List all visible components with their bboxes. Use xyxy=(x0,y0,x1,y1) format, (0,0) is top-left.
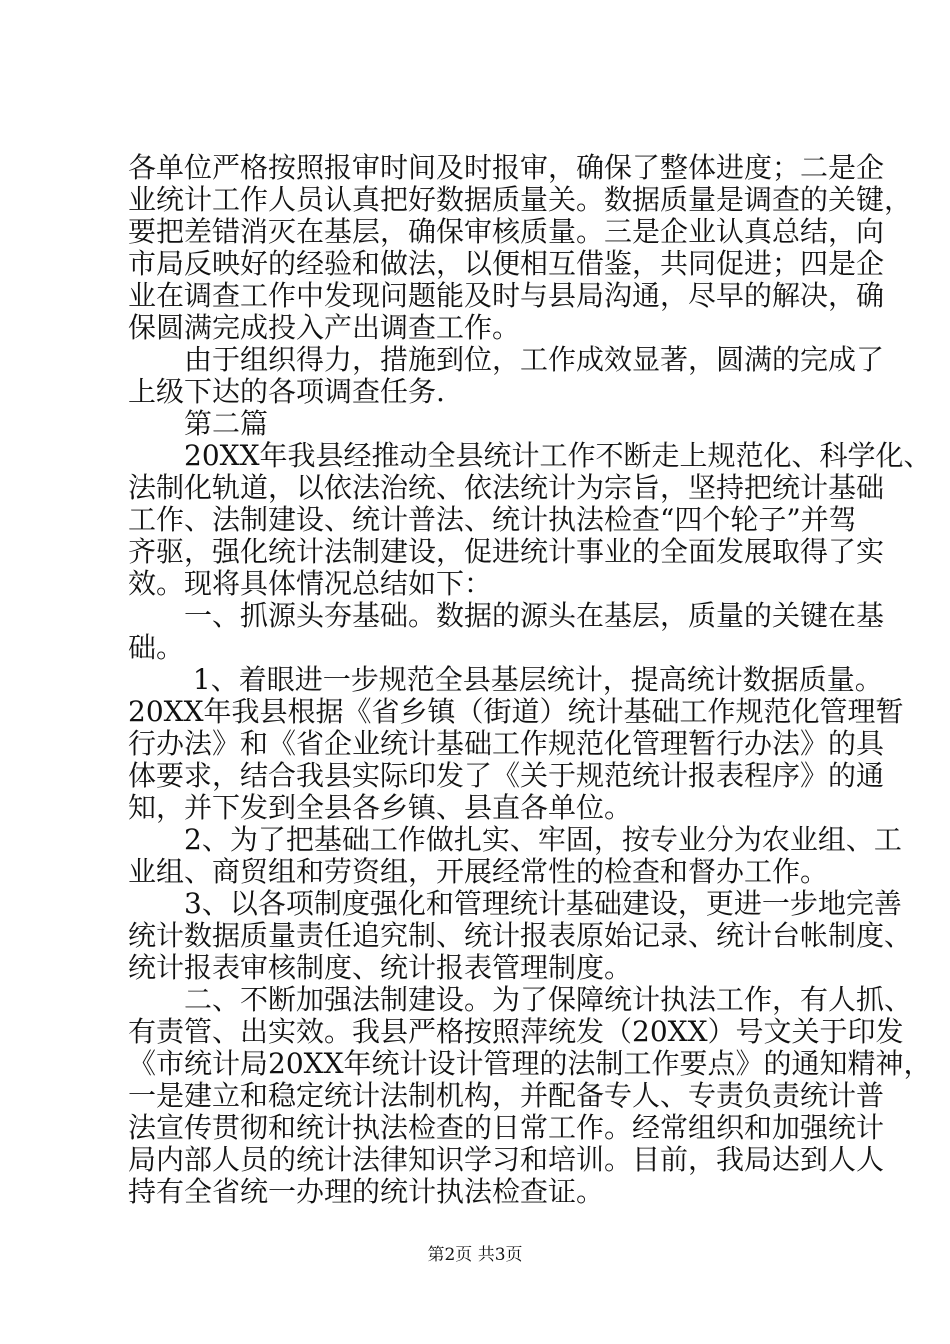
body-line: 效。现将具体情况总结如下： xyxy=(128,568,493,600)
body-line: 一是建立和稳定统计法制机构，并配备专人、专责负责统计普 xyxy=(128,1080,885,1112)
body-line: 业在调查工作中发现问题能及时与县局沟通，尽早的解决，确 xyxy=(128,280,885,312)
body-line: 保圆满完成投入产出调查工作。 xyxy=(128,312,521,344)
body-line: 各单位严格按照报审时间及时报审，确保了整体进度；二是企 xyxy=(128,152,885,184)
body-line: 上级下达的各项调查任务. xyxy=(128,376,445,408)
body-line: 局内部人员的统计法律知识学习和培训。目前，我局达到人人 xyxy=(128,1144,885,1176)
body-line: 统计数据质量责任追究制、统计报表原始记录、统计台帐制度、 xyxy=(128,920,913,952)
body-line: 有责管、出实效。我县严格按照萍统发（20XX）号文关于印发 xyxy=(128,1016,904,1048)
body-line: 20XX年我县经推动全县统计工作不断走上规范化、科学化、 xyxy=(128,440,932,472)
body-line: 20XX年我县根据《省乡镇（街道）统计基础工作规范化管理暂 xyxy=(128,696,904,728)
body-line: 市局反映好的经验和做法，以便相互借鉴，共同促进；四是企 xyxy=(128,248,885,280)
body-line: 2、为了把基础工作做扎实、牢固，按专业分为农业组、工 xyxy=(128,824,902,856)
body-line: 《市统计局20XX年统计设计管理的法制工作要点》的通知精神， xyxy=(128,1048,932,1080)
body-line: 一、抓源头夯基础。数据的源头在基层，质量的关键在基 xyxy=(128,600,885,632)
body-line: 持有全省统一办理的统计执法检查证。 xyxy=(128,1176,605,1208)
body-line: 础。 xyxy=(128,632,185,664)
body-line: 知，并下发到全县各乡镇、县直各单位。 xyxy=(128,792,633,824)
body-line: 体要求，结合我县实际印发了《关于规范统计报表程序》的通 xyxy=(128,760,885,792)
body-line: 1、着眼进一步规范全县基层统计，提高统计数据质量。 xyxy=(128,664,883,696)
body-line: 法制化轨道，以依法治统、依法统计为宗旨，坚持把统计基础 xyxy=(128,472,885,504)
section-heading: 第二篇 xyxy=(128,408,269,440)
body-line: 要把差错消灭在基层，确保审核质量。三是企业认真总结，向 xyxy=(128,216,885,248)
body-line: 齐驱，强化统计法制建设，促进统计事业的全面发展取得了实 xyxy=(128,536,885,568)
body-line: 工作、法制建设、统计普法、统计执法检查“四个轮子”并驾 xyxy=(128,504,857,536)
body-line: 二、不断加强法制建设。为了保障统计执法工作，有人抓、 xyxy=(128,984,913,1016)
body-line: 由于组织得力，措施到位，工作成效显著，圆满的完成了 xyxy=(128,344,885,376)
body-line: 行办法》和《省企业统计基础工作规范化管理暂行办法》的具 xyxy=(128,728,885,760)
body-line: 业组、商贸组和劳资组，开展经常性的检查和督办工作。 xyxy=(128,856,829,888)
body-line: 统计报表审核制度、统计报表管理制度。 xyxy=(128,952,633,984)
body-line: 3、以各项制度强化和管理统计基础建设，更进一步地完善 xyxy=(128,888,902,920)
body-line: 法宣传贯彻和统计执法检查的日常工作。经常组织和加强统计 xyxy=(128,1112,885,1144)
body-line: 业统计工作人员认真把好数据质量关。数据质量是调查的关键， xyxy=(128,184,913,216)
page-number-footer: 第2页 共3页 xyxy=(427,1245,523,1265)
